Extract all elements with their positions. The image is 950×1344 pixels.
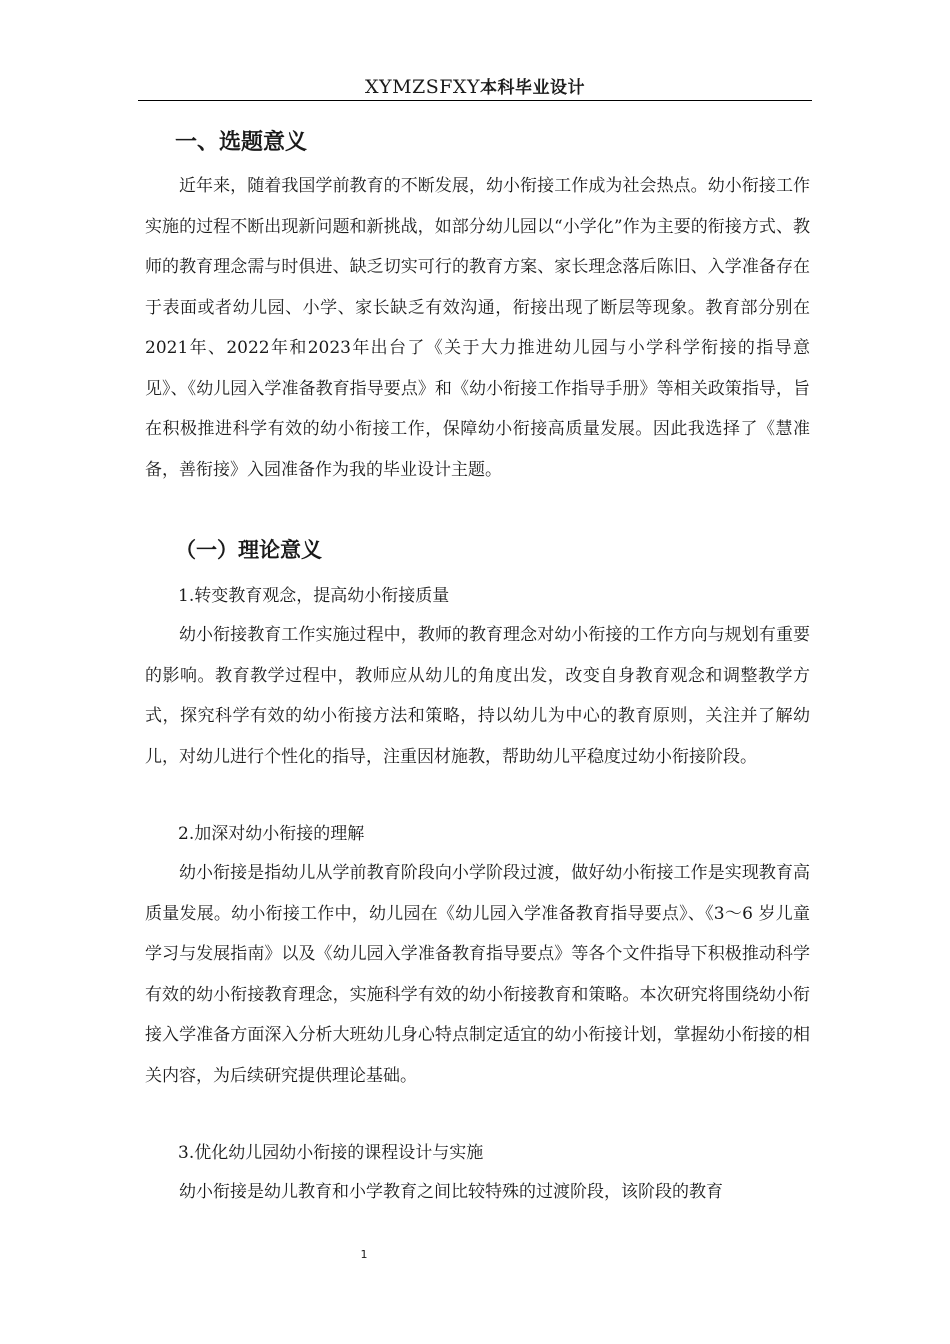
header-divider <box>138 100 812 101</box>
intro-paragraph: 近年来，随着我国学前教育的不断发展，幼小衔接工作成为社会热点。幼小衔接工作实施的过程不断出现新问题和新挑战，如部分幼儿园以“小学化”作为主要的衔接方式、教师的教育理念需与时俱进、缺乏切实可行的教育方案、家长理念落后陈旧、入学准备存在于表面或者幼儿园、小学、家长缺乏有效沟通，衔接出现了断层等现象。教育部分别在2021年、2022年和2023年出台了《关于大力推进幼儿园与小学科学衔接的指导意见》、《幼儿园入学准备教育指导要点》和《幼小衔接工作指导手册》等相关政策指导，旨在积极推进科学有效的幼小衔接工作，保障幼小衔接高质量发展。因此我选择了《慧准备，善衔接》入园准备作为我的毕业设计主题。 <box>145 176 810 480</box>
section-heading-topic-significance: 一、选题意义 <box>175 130 308 155</box>
running-header <box>138 74 812 101</box>
item-3-paragraph: 幼小衔接是幼儿教育和小学教育之间比较特殊的过渡阶段，该阶段的教育 <box>179 1182 723 1202</box>
item-3-title: 3.优化幼儿园幼小衔接的课程设计与实施 <box>178 1143 484 1163</box>
item-1-paragraph: 幼小衔接教育工作实施过程中，教师的教育理念对幼小衔接的工作方向与规划有重要的影响。教育教学过程中，教师应从幼儿的角度出发，改变自身教育观念和调整教学方式，探究科学有效的幼小衔接方法和策略，持以幼儿为中心的教育原则，关注并了解幼儿，对幼儿进行个性化的指导，注重因材施教，帮助幼儿平稳度过幼小衔接阶段。 <box>145 625 810 767</box>
header-title: 本科毕业设计 <box>480 78 585 98</box>
page-number: 1 <box>360 1248 368 1261</box>
header-prefix: XYMZSFXY <box>365 76 480 98</box>
item-2-title: 2.加深对幼小衔接的理解 <box>178 824 365 844</box>
item-2-paragraph: 幼小衔接是指幼儿从学前教育阶段向小学阶段过渡，做好幼小衔接工作是实现教育高质量发展。幼小衔接工作中，幼儿园在《幼儿园入学准备教育指导要点》、《3～6 岁儿童学习与发展指南》以及《幼儿园入学准备教育指导要点》等各个文件指导下积极推动科学有效的幼小衔接教育理念，实施科学有效的幼小衔接教育和策略。本次研究将围绕幼小衔接入学准备方面深入分析大班幼儿身心特点制定适宜的幼小衔接计划，掌握幼小衔接的相关内容，为后续研究提供理论基础。 <box>145 863 810 1086</box>
item-1-title: 1.转变教育观念，提高幼小衔接质量 <box>178 586 450 606</box>
subsection-heading-theoretical-significance: （一）理论意义 <box>175 538 322 562</box>
